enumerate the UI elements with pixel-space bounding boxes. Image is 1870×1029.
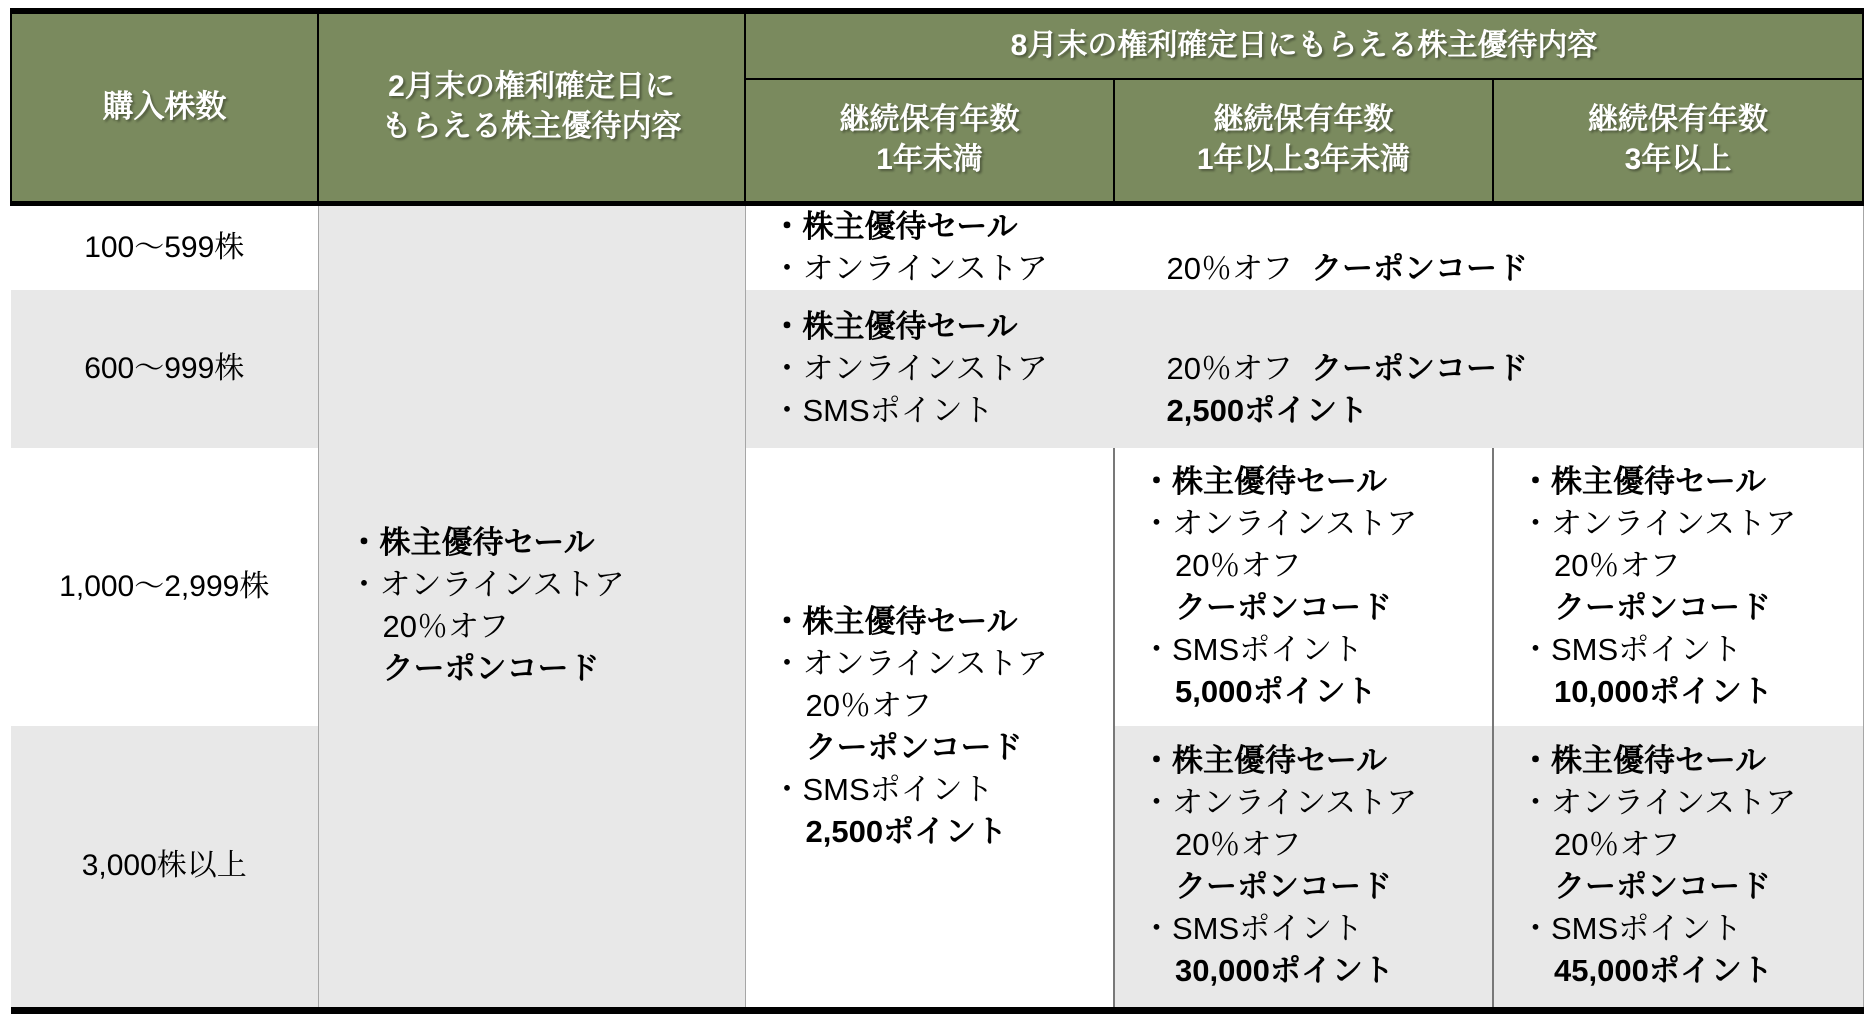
benefit-discount-text: 20％オフ bbox=[1166, 350, 1294, 386]
row-label-1000-2999: 1,000〜2,999株 bbox=[11, 448, 318, 726]
tenure-label: 継続保有年数 bbox=[1588, 103, 1769, 137]
benefit-line-points: 2,500ポイント bbox=[805, 814, 1008, 850]
tenure-label: 継続保有年数 bbox=[839, 103, 1020, 137]
benefit-line-online-store: ・オンラインストア bbox=[1141, 505, 1418, 541]
benefit-line-points: 10,000ポイント bbox=[1554, 673, 1773, 709]
benefit-line-discount: 20％オフ bbox=[1175, 547, 1302, 583]
aug-benefit-list-1-3yr-3000plus bbox=[1115, 740, 1492, 992]
benefit-line-discount: 20％オフ bbox=[805, 688, 933, 724]
benefit-online-store-text: ・オンラインストア bbox=[771, 250, 1048, 286]
row-label-100-599: 100〜599株 bbox=[11, 203, 318, 290]
benefit-line-sale: ・株主優待セール bbox=[1141, 463, 1388, 499]
header-tenure-under-1yr bbox=[745, 79, 1114, 203]
cell-feb-benefits bbox=[318, 203, 745, 1011]
benefit-line-coupon: クーポンコード bbox=[1554, 869, 1771, 905]
benefit-line-coupon: クーポンコード bbox=[805, 730, 1023, 766]
tenure-1-3yr-value: 1年以上3年未満 bbox=[1196, 143, 1411, 177]
benefit-line-coupon: クーポンコード bbox=[382, 651, 600, 687]
header-feb-line1: 2月末の権利確定日に bbox=[388, 70, 675, 104]
benefit-coupon-text: クーポンコード bbox=[1311, 350, 1529, 386]
benefit-line-points: 30,000ポイント bbox=[1175, 953, 1394, 989]
benefit-line-online-store: ・オンラインストア bbox=[1520, 505, 1797, 541]
benefit-line-discount: 20％オフ bbox=[382, 609, 510, 645]
header-tenure-3yr-plus bbox=[1493, 79, 1863, 203]
benefit-line-sale: ・株主優待セール bbox=[348, 525, 595, 561]
cell-aug-under1yr-1000plus bbox=[745, 448, 1114, 1011]
tenure-under-1yr-value: 1年未満 bbox=[876, 143, 983, 177]
benefit-line-coupon: クーポンコード bbox=[1175, 589, 1392, 625]
aug-benefit-list-1-3yr-1000-2999 bbox=[1115, 461, 1492, 713]
table-body bbox=[11, 203, 1863, 1011]
table-stage bbox=[10, 8, 1864, 1014]
aug-benefit-list-3yrplus-3000plus bbox=[1494, 740, 1863, 992]
cell-aug-600-999 bbox=[745, 290, 1863, 448]
table-row-600-999 bbox=[11, 290, 1863, 448]
benefit-online-store-text: ・オンラインストア bbox=[771, 350, 1048, 386]
aug-benefit-list-600-999 bbox=[746, 306, 1863, 432]
row-label-600-999: 600〜999株 bbox=[11, 290, 318, 448]
benefit-line-online-coupon bbox=[772, 348, 1863, 390]
header-feb-record-date bbox=[318, 11, 745, 203]
benefit-line-online-store: ・オンラインストア bbox=[1141, 785, 1418, 821]
benefit-discount-text: 20％オフ bbox=[1166, 250, 1294, 286]
aug-benefit-list-3yrplus-1000-2999 bbox=[1494, 461, 1863, 713]
benefit-line-discount: 20％オフ bbox=[1175, 827, 1302, 863]
benefit-line-online-store: ・オンラインストア bbox=[1520, 785, 1797, 821]
shareholder-benefits-table bbox=[10, 8, 1864, 1014]
cell-aug-3yrplus-1000-2999 bbox=[1493, 448, 1863, 726]
benefit-line-points: 5,000ポイント bbox=[1175, 673, 1377, 709]
aug-benefit-list-under1yr bbox=[746, 601, 1114, 853]
header-purchase-shares: 購入株数 bbox=[11, 11, 318, 203]
benefit-line-sms-points bbox=[772, 390, 1863, 432]
header-row-top bbox=[11, 11, 1863, 79]
benefit-line-sms: ・SMSポイント bbox=[771, 772, 994, 808]
benefit-sms-text: ・SMSポイント bbox=[771, 392, 994, 428]
benefit-line-sale: ・株主優待セール bbox=[771, 308, 1018, 344]
benefit-line-points: 45,000ポイント bbox=[1554, 953, 1773, 989]
benefit-line-sale: ・株主優待セール bbox=[771, 208, 1018, 244]
benefit-line-online-coupon bbox=[772, 248, 1863, 290]
benefit-line-sms: ・SMSポイント bbox=[1141, 631, 1364, 667]
cell-aug-1-3yr-3000plus bbox=[1114, 726, 1493, 1011]
benefit-line-sale: ・株主優待セール bbox=[1520, 463, 1767, 499]
benefit-points-text: 2,500ポイント bbox=[1166, 392, 1369, 428]
feb-benefit-list bbox=[319, 522, 745, 690]
benefit-coupon-text: クーポンコード bbox=[1311, 250, 1529, 286]
benefit-line-sale: ・株主優待セール bbox=[771, 604, 1018, 640]
benefit-line-discount: 20％オフ bbox=[1554, 547, 1681, 583]
benefit-line-online-store: ・オンラインストア bbox=[348, 567, 625, 603]
row-label-3000-plus: 3,000株以上 bbox=[11, 726, 318, 1011]
benefit-line-sale: ・株主優待セール bbox=[1520, 743, 1767, 779]
aug-benefit-list-100-599 bbox=[746, 206, 1863, 290]
table-row-1000-2999 bbox=[11, 448, 1863, 726]
cell-aug-100-599 bbox=[745, 203, 1863, 290]
tenure-3yr-plus-value: 3年以上 bbox=[1624, 143, 1732, 177]
benefit-line-sms: ・SMSポイント bbox=[1520, 631, 1743, 667]
table-header bbox=[11, 11, 1863, 203]
benefit-line-sms: ・SMSポイント bbox=[1520, 911, 1743, 947]
benefit-line-coupon: クーポンコード bbox=[1175, 869, 1392, 905]
tenure-label: 継続保有年数 bbox=[1213, 103, 1394, 137]
benefit-line-discount: 20％オフ bbox=[1554, 827, 1681, 863]
cell-aug-1-3yr-1000-2999 bbox=[1114, 448, 1493, 726]
header-feb-line2: もらえる株主優待内容 bbox=[381, 110, 682, 144]
benefit-line-sms: ・SMSポイント bbox=[1141, 911, 1364, 947]
cell-aug-3yrplus-3000plus bbox=[1493, 726, 1863, 1011]
benefit-line-coupon: クーポンコード bbox=[1554, 589, 1771, 625]
header-aug-record-date: 8月末の権利確定日にもらえる株主優待内容 bbox=[745, 11, 1863, 79]
benefit-line-online-store: ・オンラインストア bbox=[771, 646, 1048, 682]
table-row-100-599 bbox=[11, 203, 1863, 290]
header-tenure-1-3yr bbox=[1114, 79, 1493, 203]
benefit-line-sale: ・株主優待セール bbox=[1141, 743, 1388, 779]
